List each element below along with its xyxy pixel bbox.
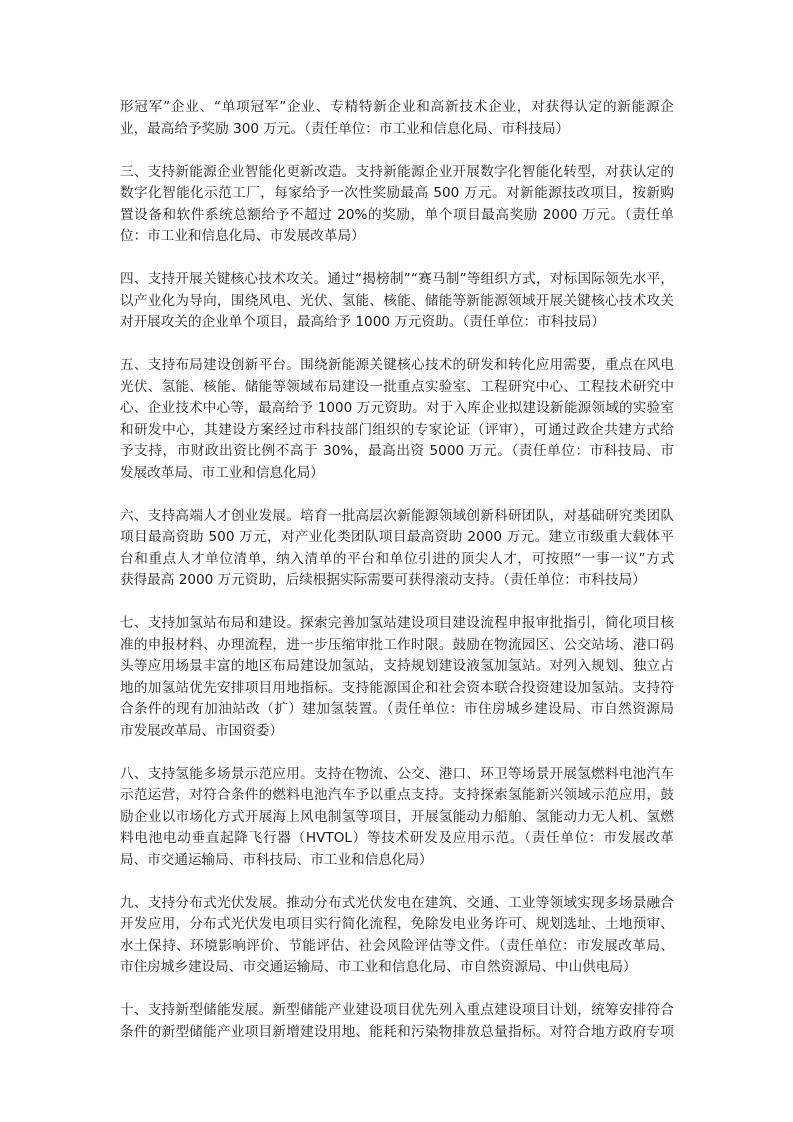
text-line: 头等应用场景丰富的地区布局建设加氢站，支持规划建设液氢加氢站。对列入规划、独立占: [120, 658, 674, 674]
text-line: 准的申报材料、办理流程，进一步压缩审批工作时限。鼓励在物流园区、公交站场、港口码: [120, 636, 674, 653]
text-line: 数字化智能化示范工厂，每家给予一次性奖励最高 500 万元。对新能源技改项目，按新购: [120, 185, 674, 201]
text-line: 合条件的现有加油站改（扩）建加氢装置。（责任单位：市住房城乡建设局、市自然资源局: [120, 701, 674, 717]
text-line: 地的加氢站优先安排项目用地指标。支持能源国企和社会资本联合投资建设加氢站。支持符: [120, 679, 674, 696]
text-line: 九、支持分布式光伏发展。推动分布式光伏发电在建筑、交通、工业等领域实现多场景融合: [120, 894, 674, 911]
text-line: 七、支持加氢站布局和建设。探索完善加氢站建设项目建设流程申报审批指引，简化项目核: [120, 615, 674, 631]
text-line: 励企业以市场化方式开展海上风电制氢等项目，开展氢能动力船舶、氢能动力无人机、氢燃: [120, 808, 674, 825]
paragraph: [120, 1000, 674, 1043]
text-line: 形冠军”企业、“单项冠军”企业、专精特新企业和高新技术企业，对获得认定的新能源企: [120, 99, 674, 115]
text-line: 水土保持、环境影响评价、节能评估、社会风险评估等文件。（责任单位：市发展改革局、: [120, 937, 674, 954]
text-line: 获得最高 2000 万元资助，后续根据实际需要可获得滚动支持。（责任单位：市科技局）: [120, 572, 646, 588]
paragraph: [120, 355, 674, 484]
text-line: 三、支持新能源企业智能化更新改造。支持新能源企业开展数字化智能化转型，对获认定的: [120, 163, 674, 180]
text-line: 四、支持开展关键核心技术攻关。通过“揭榜制”“赛马制”等组织方式，对标国际领先水平，: [120, 271, 674, 287]
text-line: 和研发中心，其建设方案经过市科技部门组织的专家论证（评审），可通过政企共建方式给: [120, 421, 674, 438]
text-line: 局、市交通运输局、市科技局、市工业和信息化局）: [120, 851, 433, 868]
text-line: 市住房城乡建设局、市交通运输局、市工业和信息化局、市自然资源局、中山供电局）: [120, 959, 637, 975]
text-line: 置设备和软件系统总额给予不超过 20%的奖励，单个项目最高奖励 2000 万元。（责任单: [120, 206, 674, 223]
paragraph: [120, 162, 674, 248]
text-line: 五、支持布局建设创新平台。围绕新能源关键核心技术的研发和转化应用需要，重点在风电: [120, 357, 674, 373]
text-line: 心、企业技术中心等，最高给予 1000 万元资助。对于入库企业拟建设新能源领域的实验室: [120, 400, 674, 416]
paragraph: [120, 269, 674, 334]
text-line: 开发应用，分布式光伏发电项目实行简化流程，免除发电业务许可、规划选址、土地预审、: [120, 916, 674, 932]
text-line: 八、支持氢能多场景示范应用。支持在物流、公交、港口、环卫等场景开展氢燃料电池汽车: [120, 765, 674, 782]
text-line: 发展改革局、市工业和信息化局）: [120, 464, 324, 481]
paragraph: [120, 893, 674, 979]
text-line: 项目最高资助 500 万元，对产业化类团队项目最高资助 2000 万元。建立市级重大载体平: [120, 529, 674, 545]
text-line: 料电池电动垂直起降飞行器（HVTOL）等技术研发及应用示范。（责任单位：市发展改革: [120, 830, 674, 846]
text-line: 位：市工业和信息化局、市发展改革局）: [120, 228, 365, 244]
text-line: 台和重点人才单位清单，纳入清单的平台和单位引进的顶尖人才，可按照“一事一议”方式: [120, 550, 674, 567]
text-line: 六、支持高端人才创业发展。培育一批高层次新能源领域创新科研团队，对基础研究类团队: [120, 507, 674, 524]
text-line: 予支持，市财政出资比例不高于 30%，最高出资 5000 万元。（责任单位：市科技局、市: [120, 443, 674, 459]
text-line: 示范运营，对符合条件的燃料电池汽车予以重点支持。支持探索氢能新兴领域示范应用，鼓: [120, 787, 674, 803]
paragraph: [120, 506, 674, 592]
paragraph: [120, 764, 674, 872]
text-line: 业，最高给予奖励 300 万元。（责任单位：市工业和信息化局、市科技局）: [120, 120, 570, 137]
text-line: 光伏、氢能、核能、储能等领域布局建设一批重点实验室、工程研究中心、工程技术研究中: [120, 378, 674, 395]
paragraph: [120, 97, 674, 140]
text-line: 以产业化为导向，围绕风电、光伏、氢能、核能、储能等新能源领域开展关键核心技术攻关: [120, 292, 674, 309]
document-page: [120, 97, 674, 1065]
paragraph: [120, 613, 674, 742]
text-line: 条件的新型储能产业项目新增建设用地、能耗和污染物排放总量指标。对符合地方政府专项: [120, 1023, 674, 1040]
text-line: 十、支持新型储能发展。新型储能产业建设项目优先列入重点建设项目计划，统筹安排符合: [120, 1002, 674, 1018]
text-line: 市发展改革局、市国资委）: [120, 722, 284, 739]
text-line: 对开展攻关的企业单个项目，最高给予 1000 万元资助。（责任单位：市科技局）: [120, 314, 606, 330]
